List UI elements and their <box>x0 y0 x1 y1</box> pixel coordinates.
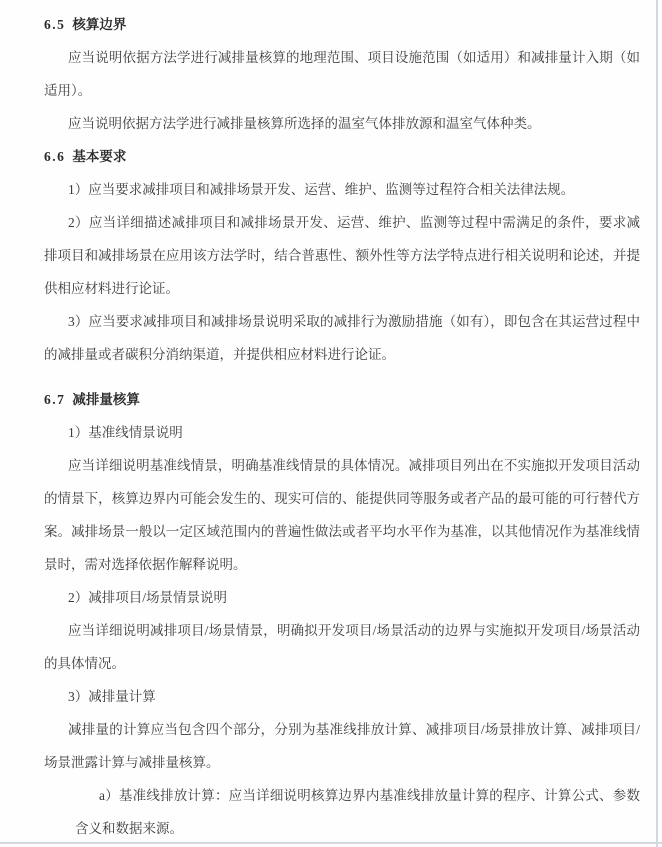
sub-list-item-paragraph: a）基准线排放计算：应当详细说明核算边界内基准线排放量计算的程序、计算公式、参数含义和数据来源。 <box>75 788 640 836</box>
section-number: 6.6 <box>44 149 66 164</box>
list-item-paragraph: 2）应当详细描述减排项目和减排场景开发、运营、维护、监测等过程中需满足的条件，要求减排项目和减排场景在应用该方法学时，结合普惠性、额外性等方法学特点进行相关说明和论述，并提供相应材料进行论证。 <box>44 215 640 296</box>
section-6-6 <box>44 140 640 371</box>
section-heading <box>44 140 640 173</box>
list-item-paragraph: 3）应当要求减排项目和减排场景说明采取的减排行为激励措施（如有），即包含在其运营过程中的减排量或者碳积分消纳渠道，并提供相应材料进行论证。 <box>44 314 640 362</box>
section-title: 核算边界 <box>72 17 127 32</box>
section-number: 6.5 <box>44 17 66 32</box>
section-6-5 <box>44 8 640 140</box>
section-6-7 <box>44 383 640 845</box>
paragraph: 应当说明依据方法学进行减排量核算所选择的温室气体排放源和温室气体种类。 <box>68 116 541 131</box>
section-number: 6.7 <box>44 392 66 407</box>
list-item-paragraph: 1）应当要求减排项目和减排场景开发、运营、维护、监测等过程符合相关法律法规。 <box>68 182 575 197</box>
paragraph: 应当详细说明基准线情景，明确基准线情景的具体情况。减排项目列出在不实施拟开发项目活动的情景下，核算边界内可能会发生的、现实可信的、能提供同等服务或者产品的最可能的可行替代方案。减排场景一般以一定区域范围内的普遍性做法或者平均水平作为基准，以其他情况作为基准线情景时，需对选择依据作解释说明。 <box>44 458 640 572</box>
document-content <box>44 8 640 845</box>
page-edge-bottom-line <box>0 842 662 844</box>
page-edge-right-line <box>656 0 658 847</box>
paragraph: 应当说明依据方法学进行减排量核算的地理范围、项目设施范围（如适用）和减排量计入期（如适用）。 <box>44 50 640 98</box>
list-item-paragraph: 3）减排量计算 <box>68 689 156 704</box>
paragraph: 减排量的计算应当包含四个部分，分别为基准线排放计算、减排项目/场景排放计算、减排项目/场景泄露计算与减排量核算。 <box>44 722 640 770</box>
section-title: 基本要求 <box>72 149 127 164</box>
list-item-paragraph: 2）减排项目/场景情景说明 <box>68 590 228 605</box>
section-heading <box>44 383 640 416</box>
section-title: 减排量核算 <box>72 392 140 407</box>
section-heading <box>44 8 640 41</box>
paragraph: 应当详细说明减排项目/场景情景，明确拟开发项目/场景活动的边界与实施拟开发项目/场景活动的具体情况。 <box>44 623 640 671</box>
list-item-paragraph: 1）基准线情景说明 <box>68 425 183 440</box>
